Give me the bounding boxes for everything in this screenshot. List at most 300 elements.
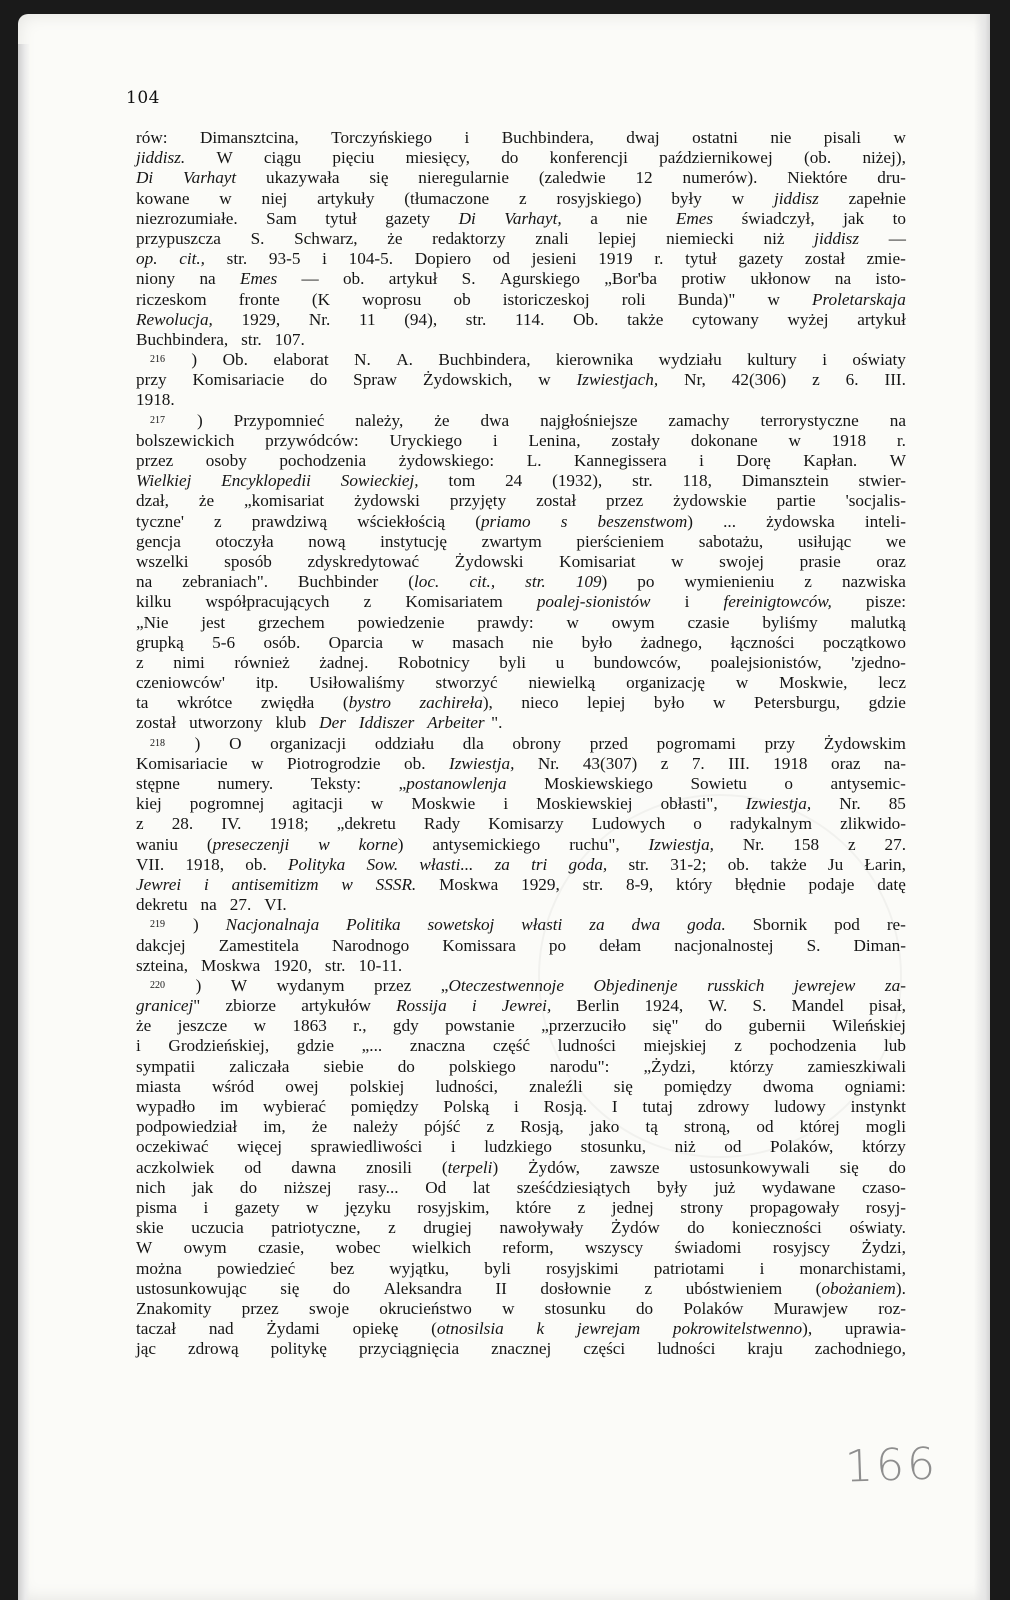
text-line [136, 189, 906, 209]
word: było [581, 632, 613, 652]
word: itp. [255, 673, 279, 693]
word: przyciągnięcia [358, 1339, 460, 1359]
word: Petersburgu, [753, 693, 841, 713]
word: Polską [443, 1097, 490, 1116]
text-line [136, 390, 906, 410]
word: wybierać [262, 1097, 326, 1116]
word: którzy [729, 1056, 774, 1076]
word: za- [884, 975, 906, 995]
word: poalejsionistów, [710, 652, 822, 672]
word: także [770, 854, 807, 874]
word: powstanie [445, 1016, 515, 1036]
word: należy [353, 1117, 399, 1137]
word: były [671, 188, 702, 208]
text-line [136, 310, 906, 330]
word: niemiecki [666, 228, 734, 248]
word: monarchistami, [799, 1258, 906, 1278]
word: str. [525, 572, 546, 592]
word: z [519, 188, 527, 208]
word: zlikwido- [840, 814, 906, 834]
word: prawdy: [477, 612, 534, 632]
word: zdrową [188, 1339, 239, 1359]
word: lepiej [598, 228, 637, 248]
word: „przerzuciło [541, 1016, 627, 1036]
word: (1932), [552, 471, 603, 491]
word: i [699, 451, 704, 470]
word: do [888, 1157, 906, 1177]
word: taczał [136, 1319, 177, 1339]
text-line [136, 1238, 906, 1258]
word: mogli [865, 1117, 906, 1137]
word: powiedzieć [216, 1258, 296, 1278]
word: że [311, 1117, 328, 1137]
word: (preseczenji [206, 834, 290, 854]
word: W [136, 1238, 153, 1258]
word: sowetskoj [427, 915, 495, 935]
word: jednej [611, 1197, 654, 1217]
word: Emes [239, 269, 278, 289]
word: dwoma [762, 1076, 814, 1096]
word: 42(306) [731, 370, 787, 390]
word: redaktorzy [432, 228, 506, 248]
text-line [136, 1077, 906, 1097]
word: należy, [355, 410, 404, 430]
word: przez [241, 1298, 279, 1318]
word: ludności [657, 1339, 716, 1359]
word: isto- [875, 269, 906, 289]
text-line [136, 693, 906, 713]
word: zapełnie [848, 188, 906, 208]
word: własti... [419, 854, 474, 874]
text-line [136, 613, 906, 633]
word: od [724, 1137, 742, 1157]
word: Arbeiter ". [427, 713, 503, 733]
word: 114. [515, 309, 545, 329]
word: rosyj- [865, 1197, 906, 1217]
word: w [538, 370, 551, 390]
word: Żydowski [454, 551, 524, 571]
word: wymienieniu [684, 572, 775, 592]
word: poalej-sionistów [536, 592, 651, 612]
footnote-start-line [136, 734, 906, 754]
word: str. [226, 249, 248, 269]
word: patriotyczne, [271, 1218, 361, 1238]
word: partie [776, 491, 816, 511]
word: także [627, 309, 664, 329]
word: 1919 [598, 249, 633, 269]
word: owej [285, 1076, 319, 1096]
word: łączności [730, 632, 795, 652]
word: szteina, [136, 955, 189, 975]
word: Moskwie, [779, 673, 848, 693]
word: Sowieckiej, [340, 471, 419, 491]
text-line [136, 1057, 906, 1077]
word: woprosu [362, 289, 422, 309]
word: 24 [505, 471, 523, 491]
text-line [136, 996, 906, 1016]
word: Polaków [683, 1298, 744, 1318]
word: że [387, 228, 403, 248]
word: żydowskie [673, 491, 747, 511]
word: Dopiero [414, 249, 472, 269]
word: rów: [136, 128, 168, 147]
word: op. [136, 249, 158, 269]
word: W [889, 451, 906, 470]
word: Znakomity [136, 1298, 212, 1318]
word: Moskwa [439, 874, 499, 894]
word: zwartym [481, 531, 542, 551]
word: organizacji [270, 733, 347, 753]
word: russkich [707, 975, 765, 995]
word: dakcjej [136, 935, 186, 955]
page-number: 104 [126, 88, 160, 108]
word: Kapłan. [803, 451, 858, 470]
word: zdyskredytować [307, 551, 420, 571]
text-line [136, 249, 906, 269]
word: Wielkiej [136, 471, 192, 491]
word: oświaty. [849, 1218, 906, 1238]
word: pisze: [865, 592, 906, 612]
word: r. [896, 430, 906, 450]
word: Polaków, [770, 1137, 834, 1157]
word: Diman- [853, 935, 906, 955]
word: Buchbindera, [136, 329, 229, 349]
word: III. [884, 370, 906, 390]
word: ob. [245, 854, 267, 874]
word: otoczyła [215, 531, 274, 551]
word: podpowiedział [136, 1117, 238, 1137]
word: Iddiszer [358, 713, 415, 733]
word: instytucję [380, 531, 447, 551]
word: Dimansztcina, [199, 128, 299, 147]
word: gubernii [748, 1016, 806, 1036]
word: str. [465, 309, 487, 329]
text-line [136, 168, 906, 188]
word: znosili [366, 1157, 412, 1177]
word: pisma [136, 1197, 178, 1217]
word: lat [472, 1177, 491, 1197]
word: — [888, 228, 906, 248]
word: z [847, 834, 856, 854]
word: niezrozumiałe. [136, 208, 238, 228]
word: tutaj [642, 1097, 674, 1116]
word: jiddisz. [136, 148, 186, 168]
word: 104-5. [348, 249, 394, 269]
text-line [136, 431, 906, 451]
word: nawoływały [499, 1218, 584, 1238]
text-line [136, 512, 906, 532]
word: w [893, 128, 906, 147]
word: zostały [611, 430, 660, 450]
word: znali [535, 228, 569, 248]
footnote-start-line [136, 915, 906, 935]
word: stworzyć [435, 673, 498, 693]
word: im [220, 1097, 239, 1116]
word: Komisariat [559, 551, 636, 571]
word: ) [195, 975, 202, 995]
word: nich [136, 1177, 166, 1197]
word: w [306, 1197, 319, 1217]
word: L. [526, 451, 542, 470]
word: powiedzenie [357, 612, 445, 632]
word: Rossija [396, 996, 447, 1016]
word: SSSR. [375, 874, 417, 894]
word: czeniowców' [136, 673, 225, 693]
word: świadomi [674, 1238, 742, 1258]
word: polskiego [448, 1056, 516, 1076]
word: przy [136, 370, 167, 390]
word: ludowy [774, 1097, 826, 1116]
word: dwa [480, 410, 510, 430]
word: z [660, 753, 669, 773]
word: r., [353, 1016, 367, 1036]
word: swojej [719, 551, 765, 571]
text-line [136, 1198, 906, 1218]
word: „Oteczestwennoje [440, 975, 564, 995]
word: elaborat [273, 350, 329, 370]
word: usiłując [797, 531, 852, 551]
word: radykalnym [729, 814, 813, 834]
word: ludności, [435, 1076, 498, 1096]
text-line [136, 1158, 906, 1178]
word: Od [425, 1177, 447, 1197]
word: od [756, 1117, 774, 1137]
word: Ludowych [591, 814, 666, 834]
word: 8-9, [625, 874, 654, 894]
word: artykuł [857, 309, 906, 329]
word: waniu [136, 834, 179, 854]
word: współpracujących [205, 592, 330, 612]
word: Teksty: [310, 774, 362, 793]
word: jako [589, 1117, 620, 1137]
word: nie [770, 128, 792, 147]
word: niej [261, 188, 288, 208]
word: roli [621, 289, 646, 309]
text-line [136, 1259, 906, 1279]
word: 1920, [273, 955, 312, 975]
word: żadnego, [640, 632, 703, 652]
word: W [216, 148, 233, 168]
word: Izwiestja, [448, 753, 515, 773]
word: kierownika [555, 350, 634, 370]
word: tom [448, 471, 476, 491]
word: jąc [136, 1339, 157, 1359]
word: konieczności [732, 1218, 822, 1238]
word: „postanowlenja [398, 774, 507, 793]
word: Moskiewskiej [536, 794, 633, 814]
word: k [536, 1319, 545, 1339]
word: Nr, [684, 370, 706, 390]
word: numery. [217, 774, 274, 793]
word: cytowany [692, 309, 759, 329]
word: dwaj [626, 128, 660, 147]
word: osoby [205, 451, 247, 470]
word: propagowały [749, 1197, 840, 1217]
word: Buchbinder [298, 572, 379, 592]
word: antysemic- [830, 774, 906, 793]
word: ludzkiego [484, 1137, 553, 1157]
word: pod [834, 915, 860, 935]
word: Di [136, 168, 154, 188]
word: jak [843, 208, 865, 228]
word: oraz [830, 753, 861, 773]
word: owym [183, 1238, 227, 1258]
text-line [136, 451, 906, 471]
word: Robotnicy [398, 652, 470, 672]
word: jesieni [531, 249, 577, 269]
word: bundowców, [593, 652, 681, 672]
word: Oparcia [328, 632, 384, 652]
word: pierścieniem [576, 531, 665, 551]
word: dru- [877, 168, 906, 188]
word: oraz [876, 551, 906, 571]
word: do [687, 1218, 705, 1238]
word: pochodzenia [279, 451, 367, 470]
word: i [492, 430, 498, 450]
word: z [136, 814, 144, 834]
word: przyjęty [449, 491, 507, 511]
word: do [239, 1177, 258, 1197]
word: zawsze [609, 1157, 660, 1177]
word: I [611, 1097, 618, 1116]
word: ustosunkowując [136, 1278, 247, 1298]
word: na- [884, 753, 906, 773]
word: (K [311, 289, 331, 309]
word: Komissara [442, 935, 516, 955]
word: ukłonow [750, 269, 811, 289]
word: pokrowitelstwenno), [672, 1319, 813, 1339]
word: jeszcze [177, 1016, 228, 1036]
word: nieco [521, 693, 559, 713]
word: organizację [626, 673, 705, 693]
word: byli [484, 1258, 511, 1278]
word: Schwarz, [294, 228, 358, 248]
word: 109) [575, 572, 608, 592]
text-line [136, 572, 906, 592]
word: (obożaniem). [815, 1278, 906, 1298]
word: wyjątku, [389, 1258, 450, 1278]
word: lecz [878, 673, 906, 693]
word: ruchu", [569, 834, 620, 854]
word: 1863 [292, 1016, 327, 1036]
word: roz- [878, 1298, 906, 1318]
word: Varhayt, [504, 208, 562, 228]
word: „komisariat [243, 491, 325, 511]
word: gencja [136, 531, 181, 551]
text-line [136, 1137, 906, 1157]
word: Lenina, [528, 430, 581, 450]
word: zebraniach". [182, 572, 269, 592]
text-line [136, 128, 906, 148]
word: Varhayt [183, 168, 237, 188]
word: zdrowy [697, 1097, 750, 1116]
word: i [471, 996, 477, 1016]
word: jest [201, 612, 226, 632]
word: zmie- [866, 249, 906, 269]
text-line [136, 269, 906, 289]
word: miejskiej [643, 1036, 707, 1056]
word: ) [194, 733, 201, 753]
word: oświaty [852, 350, 906, 370]
word: politykę [270, 1339, 327, 1359]
word: której [799, 1117, 840, 1137]
word: Ob. [222, 350, 248, 370]
text-line [136, 673, 906, 693]
word: nimi [173, 652, 205, 672]
word: 1929, [521, 874, 560, 894]
word: znaczna [409, 1036, 466, 1056]
word: dzał, [136, 491, 169, 511]
word: Spraw [353, 370, 398, 390]
word: numerów). [682, 168, 758, 188]
word: do [501, 148, 519, 168]
word: w [253, 1016, 267, 1036]
word: czasie, [257, 1238, 305, 1258]
word: i [450, 1137, 456, 1157]
word: Wileńskiej [832, 1016, 906, 1036]
word: 107. [274, 329, 305, 349]
word: który [676, 874, 713, 894]
text-line [136, 471, 906, 491]
word: we [885, 531, 906, 551]
word: A. [396, 350, 413, 370]
word: Ob. [573, 309, 599, 329]
word: inteli- [864, 511, 906, 531]
word: Polityka [287, 854, 346, 874]
word: z [577, 1197, 586, 1217]
word: Zamestitela [218, 935, 299, 955]
word: Dimansztein [741, 471, 829, 491]
word: stosunku [544, 1298, 606, 1318]
word: 1929, [241, 309, 281, 329]
text-line [136, 774, 906, 794]
word: Nr. [742, 834, 765, 854]
word: (terpeli) [441, 1157, 499, 1177]
word: agitacji [292, 794, 343, 814]
word: w [251, 753, 264, 773]
word: Nacjonalnaja [225, 915, 320, 935]
word: wypadło [136, 1097, 196, 1116]
word: oddziału [374, 733, 435, 753]
word: stroną, [683, 1117, 731, 1137]
word: ob [453, 289, 471, 309]
word: w [731, 188, 745, 208]
word: wydziału [658, 350, 722, 370]
text-line [136, 956, 906, 976]
word: bolszewickich [136, 430, 235, 450]
word: 93-5 [268, 249, 301, 269]
word: kraju [747, 1339, 783, 1359]
word: artykuł [388, 269, 438, 289]
word: uczucia [191, 1218, 244, 1238]
word: Objedinenje [593, 975, 678, 995]
word: kilku [136, 592, 172, 612]
word: o [784, 774, 793, 793]
word: pomiędzy [664, 1076, 732, 1096]
word: Rady [423, 814, 461, 834]
word: osób. [263, 632, 301, 652]
word: artykuły [317, 188, 375, 208]
word: goda. [687, 915, 726, 935]
word: byli [499, 652, 527, 672]
word: tytuł [685, 249, 717, 269]
word: wszelki [136, 551, 189, 571]
word: części [583, 1339, 626, 1359]
word: Bunda)" [677, 289, 736, 309]
word: cit., [179, 249, 205, 269]
word: żydowskiego: [398, 451, 495, 470]
word: własti [521, 915, 563, 935]
